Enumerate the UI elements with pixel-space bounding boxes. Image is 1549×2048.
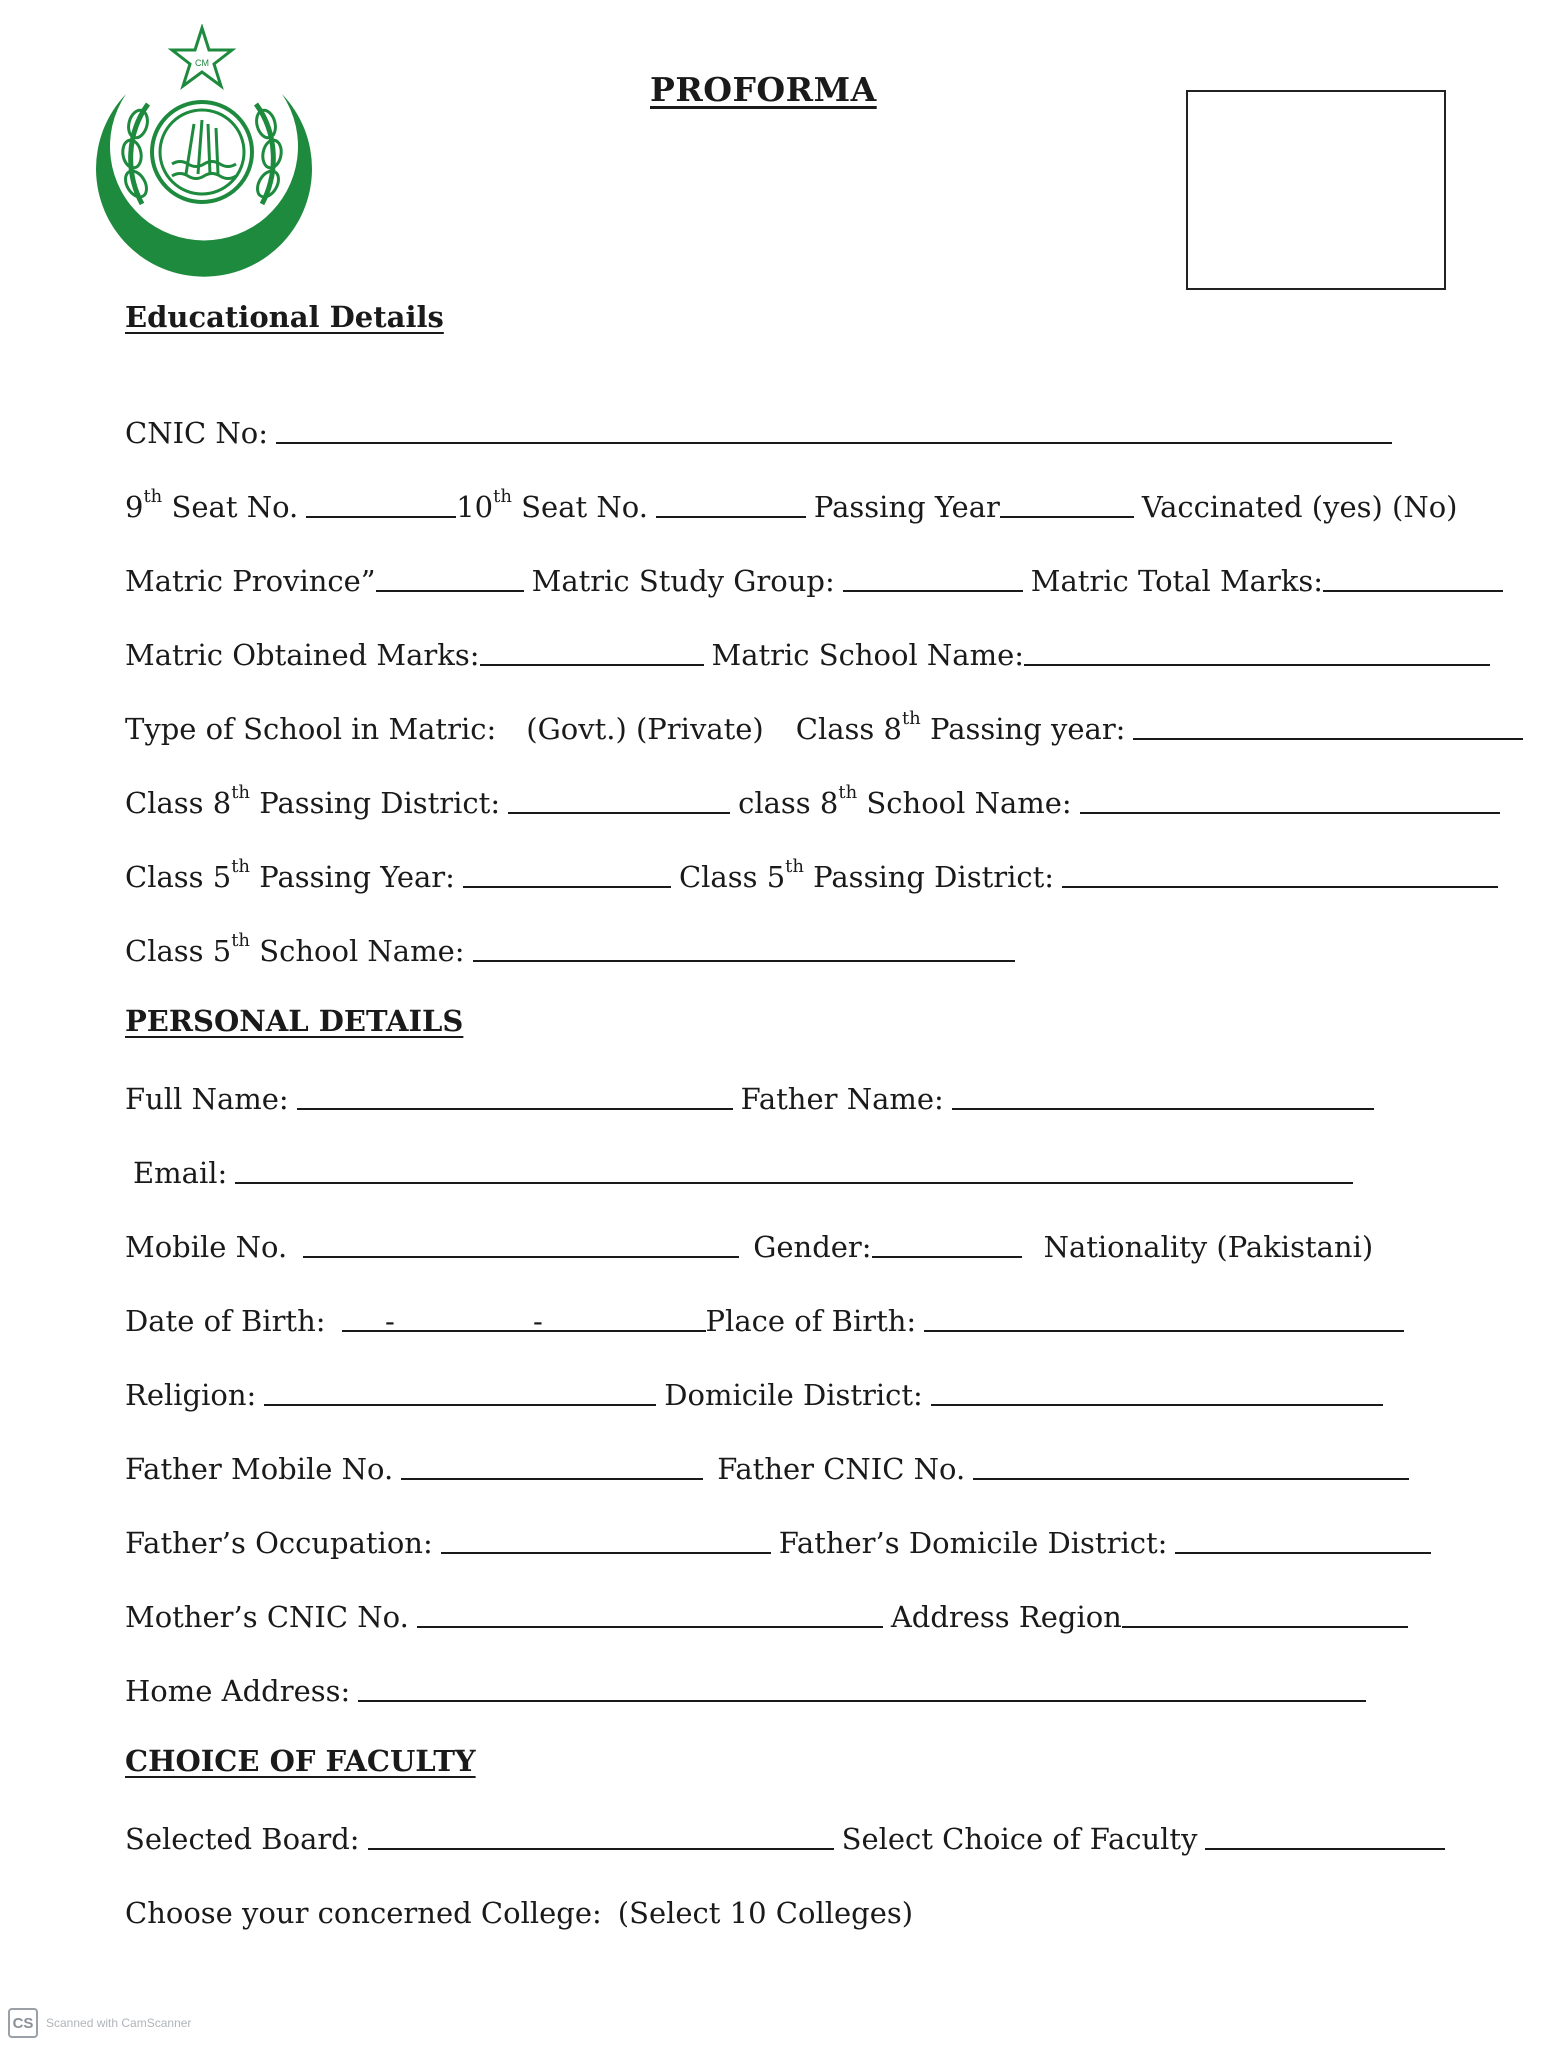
row-mobile-gender	[125, 1220, 1373, 1264]
label-full-name: Full Name:	[125, 1082, 289, 1116]
passing-year-input-line[interactable]	[1000, 516, 1134, 518]
label-religion: Religion:	[125, 1378, 257, 1412]
father-occupation-input-line[interactable]	[441, 1552, 771, 1554]
domicile-district-input-line[interactable]	[931, 1404, 1383, 1406]
emblem-star-text: CM	[195, 58, 209, 68]
row-class5-school	[125, 924, 1023, 968]
label-father-cnic: Father CNIC No.	[717, 1452, 966, 1486]
row-mother-cnic	[125, 1590, 1416, 1634]
full-name-input-line[interactable]	[297, 1108, 733, 1110]
row-choose-college	[125, 1886, 913, 1930]
section-personal-details: PERSONAL DETAILS	[125, 1004, 464, 1038]
class5-year-input-line[interactable]	[463, 886, 671, 888]
label-ninth-seat: 9th Seat No.	[125, 486, 299, 524]
row-class5-year	[125, 850, 1506, 894]
label-father-mobile: Father Mobile No.	[125, 1452, 394, 1486]
emblem-caption: حکومت سندھ	[137, 237, 267, 262]
dob-input-line[interactable]	[342, 1330, 706, 1332]
matric-study-group-input-line[interactable]	[843, 590, 1023, 592]
father-domicile-input-line[interactable]	[1175, 1552, 1431, 1554]
email-input-line[interactable]	[235, 1182, 1353, 1184]
dob-dash-1: -	[385, 1304, 395, 1338]
label-email: Email:	[133, 1156, 228, 1190]
label-matric-obtained-marks: Matric Obtained Marks:	[125, 638, 480, 672]
label-dob: Date of Birth:	[125, 1304, 326, 1338]
label-class5-district: Class 5th Passing District:	[678, 856, 1055, 894]
label-place-of-birth: Place of Birth:	[705, 1304, 917, 1338]
row-father-contacts	[125, 1442, 1417, 1486]
matric-province-input-line[interactable]	[376, 590, 524, 592]
father-name-input-line[interactable]	[952, 1108, 1374, 1110]
label-father-domicile: Father’s Domicile District:	[778, 1526, 1168, 1560]
label-vaccinated[interactable]: Vaccinated (yes) (No)	[1141, 490, 1458, 524]
row-father-occupation	[125, 1516, 1439, 1560]
row-dob	[125, 1294, 1412, 1338]
row-email	[133, 1146, 1361, 1190]
mother-cnic-input-line[interactable]	[417, 1626, 883, 1628]
label-select-faculty: Select Choice of Faculty	[841, 1822, 1198, 1856]
label-passing-year: Passing Year	[813, 490, 1000, 524]
class8-school-input-line[interactable]	[1080, 812, 1500, 814]
label-select-colleges: (Select 10 Colleges)	[617, 1896, 914, 1930]
section-educational-details: Educational Details	[125, 300, 444, 334]
row-cnic	[125, 406, 1400, 450]
address-region-input-line[interactable]	[1122, 1626, 1408, 1628]
label-class8-passing-year: Class 8th Passing year:	[795, 708, 1126, 746]
class5-district-input-line[interactable]	[1062, 886, 1498, 888]
label-class5-school: Class 5th School Name:	[125, 930, 465, 968]
row-seat-numbers	[125, 480, 1458, 524]
matric-obtained-marks-input-line[interactable]	[480, 664, 704, 666]
row-matric-obtained	[125, 628, 1498, 672]
class8-district-input-line[interactable]	[508, 812, 730, 814]
place-of-birth-input-line[interactable]	[924, 1330, 1404, 1332]
label-tenth-seat: 10th Seat No.	[456, 486, 648, 524]
row-school-type	[125, 702, 1531, 746]
row-class8-district	[125, 776, 1508, 820]
tenth-seat-input-line[interactable]	[656, 516, 806, 518]
class5-school-input-line[interactable]	[473, 960, 1015, 962]
label-mother-cnic: Mother’s CNIC No.	[125, 1600, 409, 1634]
matric-school-name-input-line[interactable]	[1024, 664, 1490, 666]
row-matric-province	[125, 554, 1511, 598]
label-matric-school-name: Matric School Name:	[711, 638, 1025, 672]
label-class5-year: Class 5th Passing Year:	[125, 856, 455, 894]
camscanner-logo-icon: CS	[8, 2008, 38, 2038]
row-home-address	[125, 1664, 1374, 1708]
camscanner-text: Scanned with CamScanner	[46, 2016, 192, 2030]
photo-box	[1186, 90, 1446, 290]
school-type-options[interactable]: (Govt.) (Private)	[526, 712, 764, 746]
label-mobile: Mobile No.	[125, 1230, 288, 1264]
label-nationality: Nationality (Pakistani)	[1043, 1230, 1374, 1264]
cnic-input-line[interactable]	[276, 442, 1392, 444]
label-gender: Gender:	[753, 1230, 872, 1264]
row-board-faculty	[125, 1812, 1453, 1856]
label-class8-district: Class 8th Passing District:	[125, 782, 501, 820]
emblem-icon	[86, 24, 318, 280]
label-type-of-school: Type of School in Matric:	[125, 712, 497, 746]
dob-dash-2: -	[533, 1304, 543, 1338]
matric-total-marks-input-line[interactable]	[1323, 590, 1503, 592]
section-choice-of-faculty: CHOICE OF FACULTY	[125, 1744, 476, 1778]
mobile-input-line[interactable]	[303, 1256, 739, 1258]
row-names	[125, 1072, 1382, 1116]
label-father-name: Father Name:	[740, 1082, 944, 1116]
label-domicile-district: Domicile District:	[664, 1378, 923, 1412]
father-cnic-input-line[interactable]	[973, 1478, 1409, 1480]
sindh-government-emblem	[86, 24, 318, 280]
religion-input-line[interactable]	[264, 1404, 656, 1406]
label-selected-board: Selected Board:	[125, 1822, 360, 1856]
label-matric-total-marks: Matric Total Marks:	[1030, 564, 1324, 598]
ninth-seat-input-line[interactable]	[306, 516, 456, 518]
label-choose-college: Choose your concerned College:	[125, 1896, 602, 1930]
label-matric-study-group: Matric Study Group:	[531, 564, 835, 598]
label-cnic: CNIC No:	[125, 416, 269, 450]
class8-passing-year-input-line[interactable]	[1133, 738, 1523, 740]
row-religion	[125, 1368, 1391, 1412]
label-home-address: Home Address:	[125, 1674, 351, 1708]
camscanner-watermark	[8, 2008, 191, 2038]
gender-input-line[interactable]	[872, 1256, 1022, 1258]
page-title: PROFORMA	[650, 70, 877, 109]
label-matric-province: Matric Province”	[125, 564, 376, 598]
label-class8-school: class 8th School Name:	[738, 782, 1072, 820]
label-father-occupation: Father’s Occupation:	[125, 1526, 433, 1560]
select-faculty-input-line[interactable]	[1205, 1848, 1445, 1850]
label-address-region: Address Region	[890, 1600, 1122, 1634]
selected-board-input-line[interactable]	[368, 1848, 834, 1850]
home-address-input-line[interactable]	[358, 1700, 1366, 1702]
father-mobile-input-line[interactable]	[401, 1478, 703, 1480]
